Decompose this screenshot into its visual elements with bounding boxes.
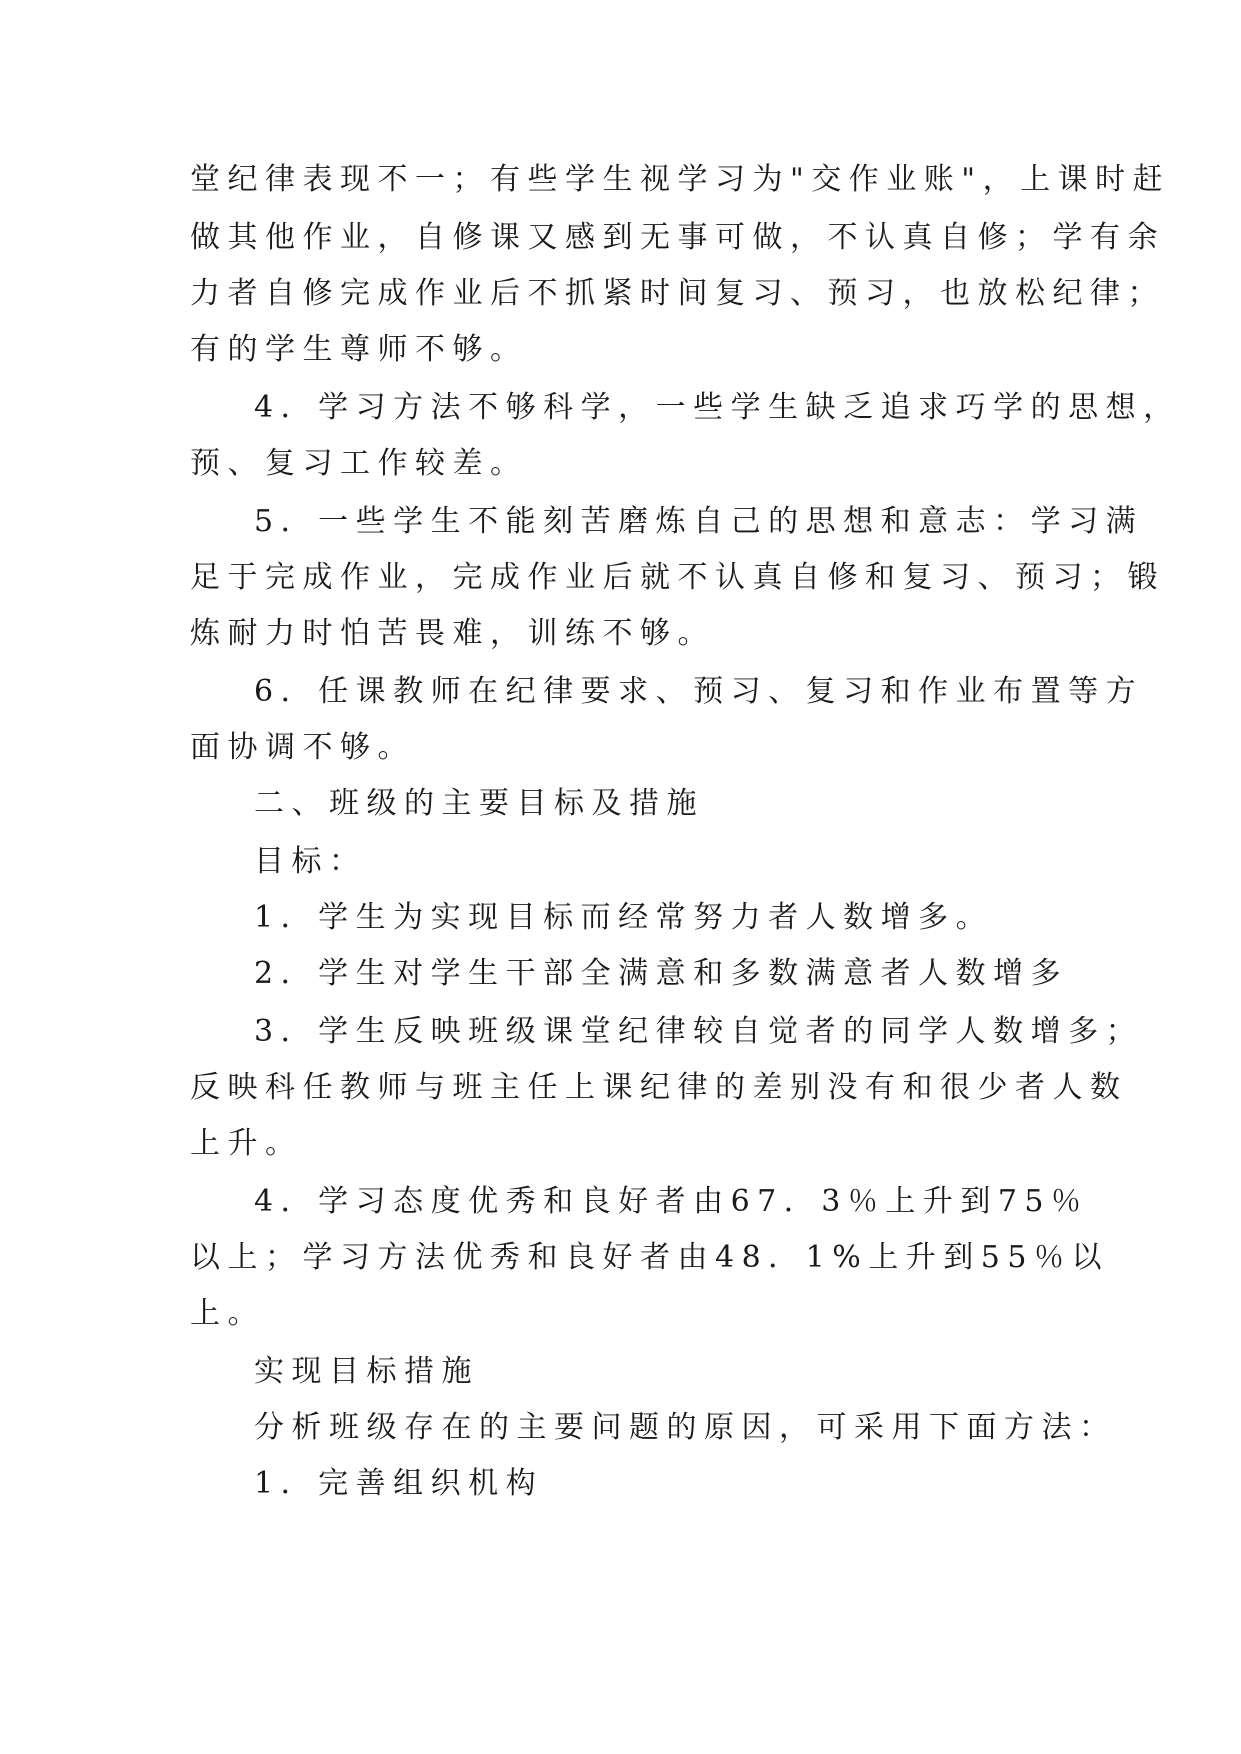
subheading-goals: 目标： bbox=[254, 844, 367, 879]
paragraph-line: 以上；学习方法优秀和良好者由48．1%上升到55％以 bbox=[190, 1240, 1109, 1275]
list-item-6: 6．任课教师在纪律要求、预习、复习和作业布置等方 bbox=[254, 674, 1144, 709]
goal-item-4: 4．学习态度优秀和良好者由67．3％上升到75％ bbox=[254, 1184, 1089, 1219]
paragraph-line: 足于完成作业，完成作业后就不认真自修和复习、预习；锻 bbox=[190, 560, 1165, 595]
goal-item-1: 1．学生为实现目标而经常努力者人数增多。 bbox=[254, 900, 994, 935]
paragraph-line: 分析班级存在的主要问题的原因，可采用下面方法： bbox=[254, 1410, 1117, 1445]
list-item-5: 5．一些学生不能刻苦磨炼自己的思想和意志：学习满 bbox=[254, 504, 1144, 539]
goal-item-2: 2．学生对学生干部全满意和多数满意者人数增多 bbox=[254, 956, 1069, 991]
paragraph-line: 预、复习工作较差。 bbox=[190, 446, 528, 481]
paragraph-line: 有的学生尊师不够。 bbox=[190, 332, 528, 367]
section-heading: 二、班级的主要目标及措施 bbox=[254, 786, 704, 821]
paragraph-line: 上。 bbox=[190, 1296, 265, 1331]
goal-item-3: 3．学生反映班级课堂纪律较自觉者的同学人数增多； bbox=[254, 1014, 1144, 1049]
paragraph-line: 炼耐力时怕苦畏难，训练不够。 bbox=[190, 616, 715, 651]
paragraph-line: 反映科任教师与班主任上课纪律的差别没有和很少者人数 bbox=[190, 1070, 1128, 1105]
subheading-measures: 实现目标措施 bbox=[254, 1354, 479, 1389]
list-item-4: 4．学习方法不够科学，一些学生缺乏追求巧学的思想， bbox=[254, 390, 1181, 425]
measure-item-1: 1．完善组织机构 bbox=[254, 1466, 544, 1501]
paragraph-line: 堂纪律表现不一；有些学生视学习为"交作业账"，上课时赶 bbox=[190, 162, 1171, 197]
paragraph-line: 力者自修完成作业后不抓紧时间复习、预习，也放松纪律； bbox=[190, 276, 1165, 311]
paragraph-line: 做其他作业，自修课又感到无事可做，不认真自修；学有余 bbox=[190, 220, 1165, 255]
paragraph-line: 上升。 bbox=[190, 1126, 303, 1161]
paragraph-line: 面协调不够。 bbox=[190, 730, 415, 765]
